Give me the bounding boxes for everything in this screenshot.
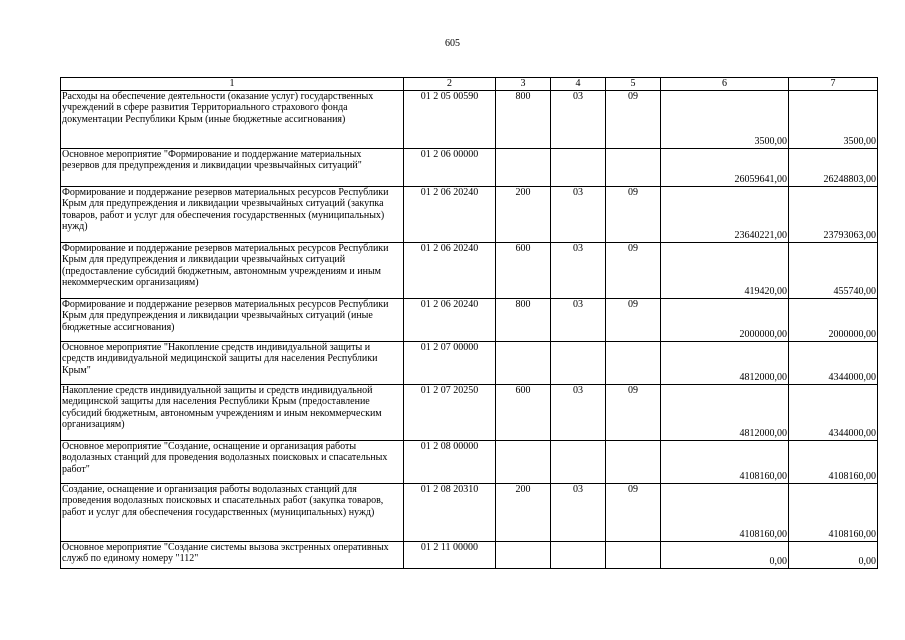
row-amount-col7: 0,00 xyxy=(789,541,878,568)
row-section: 03 xyxy=(551,384,606,440)
row-subsection: 09 xyxy=(606,384,661,440)
row-amount-col7: 26248803,00 xyxy=(789,148,878,186)
header-col-1: 1 xyxy=(61,78,404,91)
row-amount-col6: 4108160,00 xyxy=(661,483,789,541)
table-row xyxy=(61,541,878,568)
row-code: 01 2 08 00000 xyxy=(404,440,496,483)
row-amount-col6: 26059641,00 xyxy=(661,148,789,186)
row-amount-col6: 4812000,00 xyxy=(661,384,789,440)
table-row xyxy=(61,483,878,541)
row-code: 01 2 05 00590 xyxy=(404,90,496,148)
row-code: 01 2 06 20240 xyxy=(404,298,496,341)
row-name: Формирование и поддержание резервов материальных ресурсов Республики Крым для предупреждения и ликвидации чрезвычайных ситуаций (предоставление субсидий бюджетным, автономным учреждениям и иным некоммерческим организациям) xyxy=(61,242,404,298)
row-subsection xyxy=(606,541,661,568)
row-subsection xyxy=(606,341,661,384)
table-row xyxy=(61,440,878,483)
row-section xyxy=(551,341,606,384)
row-section xyxy=(551,148,606,186)
row-subsection: 09 xyxy=(606,298,661,341)
row-expense-type: 800 xyxy=(496,90,551,148)
row-amount-col6: 4108160,00 xyxy=(661,440,789,483)
table-body xyxy=(61,78,878,569)
row-section: 03 xyxy=(551,90,606,148)
row-name: Создание, оснащение и организация работы водолазных станций для проведения водолазных поисковых и спасательных работ (закупка товаров, работ и услуг для обеспечения государственных (муниципальных) нужд) xyxy=(61,483,404,541)
row-amount-col7: 455740,00 xyxy=(789,242,878,298)
row-amount-col7: 23793063,00 xyxy=(789,186,878,242)
row-code: 01 2 06 00000 xyxy=(404,148,496,186)
header-col-7: 7 xyxy=(789,78,878,91)
row-amount-col7: 4108160,00 xyxy=(789,440,878,483)
row-subsection xyxy=(606,148,661,186)
row-section: 03 xyxy=(551,483,606,541)
row-expense-type xyxy=(496,148,551,186)
row-expense-type: 200 xyxy=(496,483,551,541)
row-code: 01 2 07 00000 xyxy=(404,341,496,384)
page-number: 605 xyxy=(445,38,460,49)
row-amount-col7: 4344000,00 xyxy=(789,384,878,440)
row-section: 03 xyxy=(551,186,606,242)
row-name: Накопление средств индивидуальной защиты и средств индивидуальной медицинской защиты для населения Республики Крым (предоставление субсидий бюджетным, автономным учреждениям и иным некоммерческим организациям) xyxy=(61,384,404,440)
row-name: Формирование и поддержание резервов материальных ресурсов Республики Крым для предупреждения и ликвидации чрезвычайных ситуаций (иные бюджетные ассигнования) xyxy=(61,298,404,341)
row-name: Основное мероприятие "Накопление средств индивидуальной защиты и средств индивидуальной медицинской защиты для населения Республики Крым" xyxy=(61,341,404,384)
row-amount-col6: 0,00 xyxy=(661,541,789,568)
header-col-5: 5 xyxy=(606,78,661,91)
header-col-4: 4 xyxy=(551,78,606,91)
row-section xyxy=(551,440,606,483)
row-expense-type xyxy=(496,541,551,568)
table-row xyxy=(61,148,878,186)
row-name: Основное мероприятие "Создание системы вызова экстренных оперативных служб по единому номеру "112" xyxy=(61,541,404,568)
row-amount-col6: 4812000,00 xyxy=(661,341,789,384)
row-amount-col7: 2000000,00 xyxy=(789,298,878,341)
table-row xyxy=(61,90,878,148)
row-amount-col6: 3500,00 xyxy=(661,90,789,148)
row-name: Формирование и поддержание резервов материальных ресурсов Республики Крым для предупреждения и ликвидации чрезвычайных ситуаций (закупка товаров, работ и услуг для обеспечения государственных (муниципальных) нужд) xyxy=(61,186,404,242)
row-name: Основное мероприятие "Формирование и поддержание материальных резервов для предупреждения и ликвидации чрезвычайных ситуаций" xyxy=(61,148,404,186)
row-expense-type: 600 xyxy=(496,242,551,298)
row-subsection xyxy=(606,440,661,483)
row-expense-type xyxy=(496,341,551,384)
row-name: Основное мероприятие "Создание, оснащение и организация работы водолазных станций для проведения водолазных поисковых и спасательных работ" xyxy=(61,440,404,483)
table-row xyxy=(61,384,878,440)
header-row xyxy=(61,78,878,91)
header-col-3: 3 xyxy=(496,78,551,91)
table-row xyxy=(61,186,878,242)
row-amount-col7: 3500,00 xyxy=(789,90,878,148)
row-section xyxy=(551,541,606,568)
row-section: 03 xyxy=(551,298,606,341)
row-expense-type: 800 xyxy=(496,298,551,341)
table-row xyxy=(61,242,878,298)
row-code: 01 2 08 20310 xyxy=(404,483,496,541)
row-amount-col7: 4344000,00 xyxy=(789,341,878,384)
row-name: Расходы на обеспечение деятельности (оказание услуг) государственных учреждений в сфере развития Территориального страхового фонда документации Республики Крым (иные бюджетные ассигнования) xyxy=(61,90,404,148)
budget-table xyxy=(60,77,878,569)
row-code: 01 2 07 20250 xyxy=(404,384,496,440)
row-amount-col6: 2000000,00 xyxy=(661,298,789,341)
row-amount-col7: 4108160,00 xyxy=(789,483,878,541)
row-subsection: 09 xyxy=(606,483,661,541)
row-code: 01 2 11 00000 xyxy=(404,541,496,568)
row-amount-col6: 23640221,00 xyxy=(661,186,789,242)
row-expense-type: 200 xyxy=(496,186,551,242)
row-expense-type: 600 xyxy=(496,384,551,440)
row-subsection: 09 xyxy=(606,90,661,148)
row-code: 01 2 06 20240 xyxy=(404,242,496,298)
row-subsection: 09 xyxy=(606,242,661,298)
row-code: 01 2 06 20240 xyxy=(404,186,496,242)
row-expense-type xyxy=(496,440,551,483)
header-col-6: 6 xyxy=(661,78,789,91)
table-row xyxy=(61,298,878,341)
header-col-2: 2 xyxy=(404,78,496,91)
row-amount-col6: 419420,00 xyxy=(661,242,789,298)
row-section: 03 xyxy=(551,242,606,298)
table-row xyxy=(61,341,878,384)
row-subsection: 09 xyxy=(606,186,661,242)
